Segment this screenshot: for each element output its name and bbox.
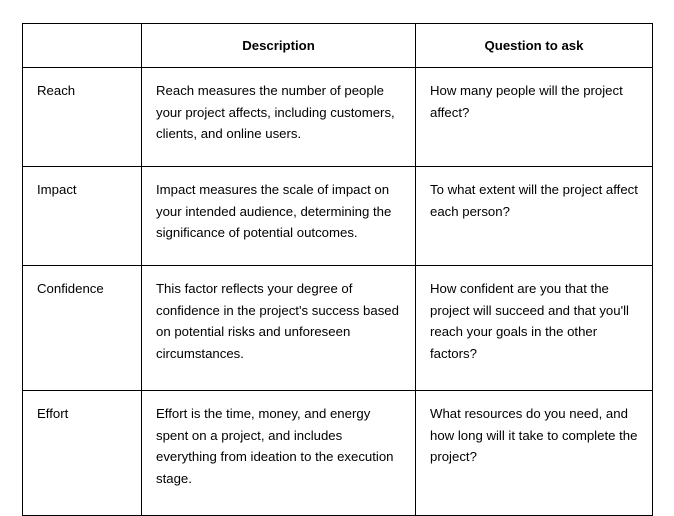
factor-name-effort: Effort (23, 391, 142, 516)
description-confidence: This factor reflects your degree of confidence in the project's success based on potential risks and unforeseen circumstances. (142, 266, 416, 391)
column-header-question: Question to ask (416, 24, 653, 68)
question-reach: How many people will the project affect? (416, 68, 653, 167)
table-row (23, 68, 653, 167)
question-impact: To what extent will the project affect each person? (416, 167, 653, 266)
column-header-description: Description (142, 24, 416, 68)
description-impact: Impact measures the scale of impact on your intended audience, determining the significance of potential outcomes. (142, 167, 416, 266)
rice-framework-table (22, 23, 653, 516)
table-header (23, 24, 653, 68)
factor-name-impact: Impact (23, 167, 142, 266)
table-row (23, 391, 653, 516)
table-row (23, 167, 653, 266)
factor-name-reach: Reach (23, 68, 142, 167)
table-header-row (23, 24, 653, 68)
description-reach: Reach measures the number of people your project affects, including customers, clients, and online users. (142, 68, 416, 167)
question-effort: What resources do you need, and how long will it take to complete the project? (416, 391, 653, 516)
column-header-blank (23, 24, 142, 68)
description-effort: Effort is the time, money, and energy spent on a project, and includes everything from ideation to the execution stage. (142, 391, 416, 516)
table-body (23, 68, 653, 516)
table-row (23, 266, 653, 391)
factor-name-confidence: Confidence (23, 266, 142, 391)
question-confidence: How confident are you that the project will succeed and that you'll reach your goals in the other factors? (416, 266, 653, 391)
